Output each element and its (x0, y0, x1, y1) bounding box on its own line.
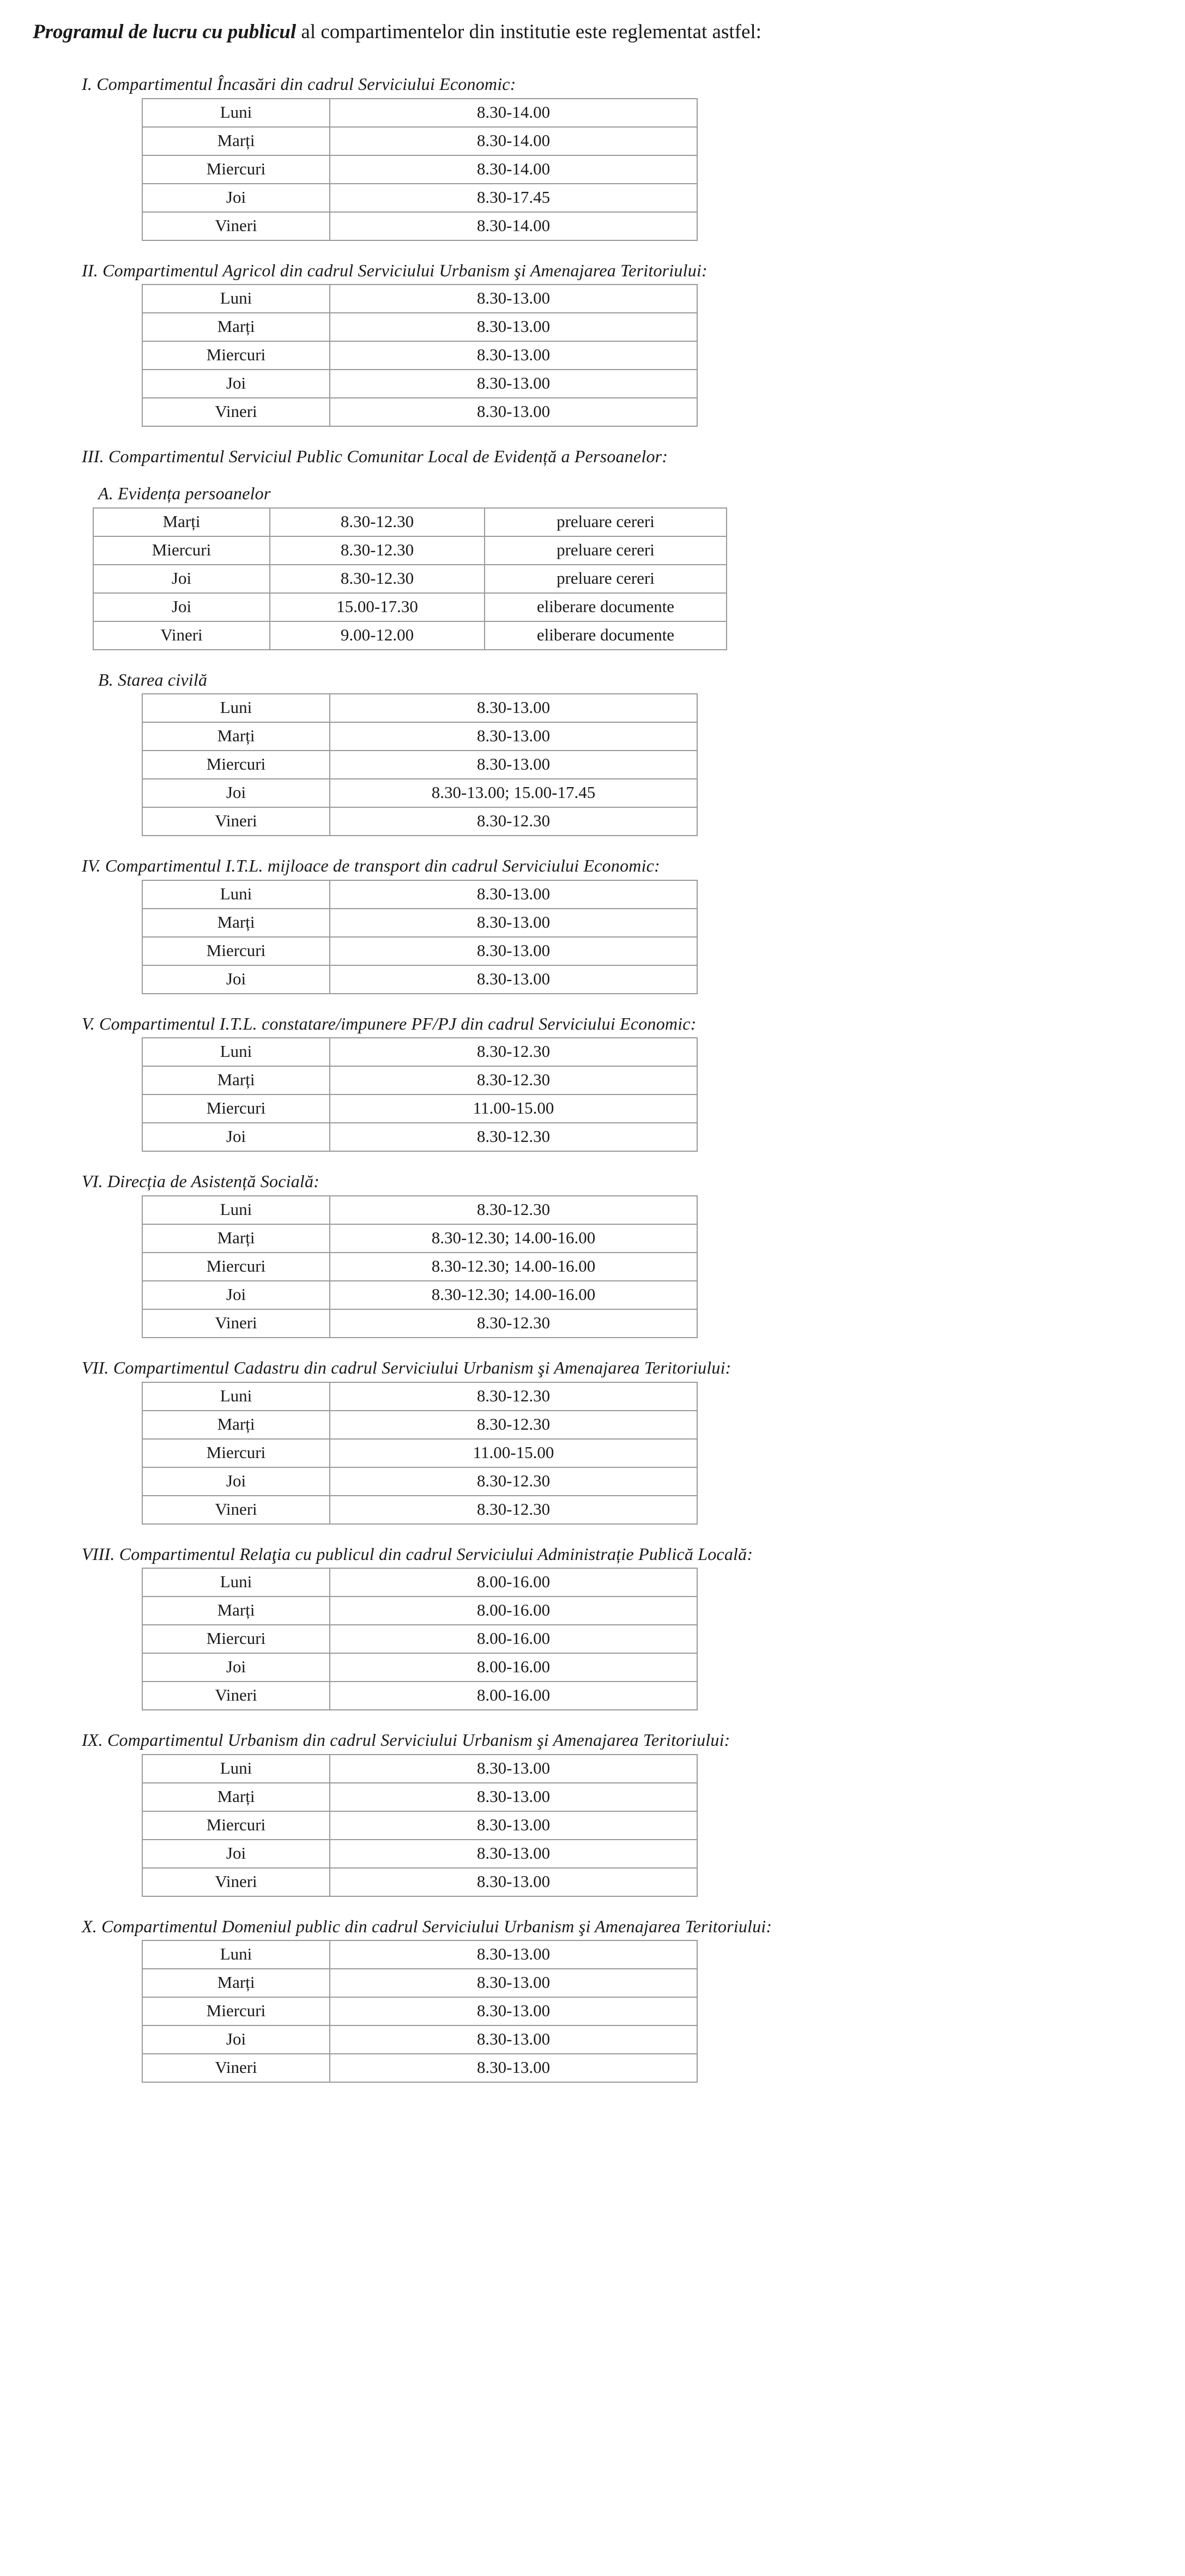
cell-day: Miercuri (142, 751, 330, 779)
table-row (142, 880, 697, 909)
section-heading: B. Starea civilă (98, 669, 208, 690)
schedule-table-wrap (33, 1754, 1152, 1897)
cell-hours: 8.30-12.30 (330, 1066, 697, 1095)
table-row (142, 1439, 697, 1467)
table-row (142, 779, 697, 807)
table-row (93, 565, 727, 593)
cell-day: Luni (142, 694, 330, 722)
section-agricol (33, 259, 1152, 427)
cell-day: Vineri (142, 1868, 330, 1896)
cell-day: Miercuri (93, 536, 270, 565)
schedule-table-wrap (33, 284, 1152, 427)
section-heading: II. Compartimentul Agricol din cadrul Serviciului Urbanism şi Amenajarea Teritoriului: (82, 260, 708, 280)
schedule-table (142, 284, 698, 427)
table-row (142, 1682, 697, 1710)
cell-day: Luni (142, 880, 330, 909)
table-row (142, 1597, 697, 1625)
cell-hours: 8.30-12.30 (330, 807, 697, 836)
cell-day: Luni (142, 1940, 330, 1969)
table-row (142, 1755, 697, 1783)
cell-note: preluare cereri (485, 565, 727, 593)
cell-hours: 8.30-17.45 (330, 184, 697, 212)
cell-day: Miercuri (142, 1811, 330, 1840)
cell-day: Vineri (142, 212, 330, 240)
cell-hours: 8.30-13.00 (330, 341, 697, 370)
cell-day: Vineri (142, 2054, 330, 2082)
cell-day: Luni (142, 1382, 330, 1411)
table-row (142, 1811, 697, 1840)
section-heading: III. Compartimentul Serviciul Public Comunitar Local de Evidență a Persoanelor: (82, 446, 668, 467)
cell-note: preluare cereri (485, 536, 727, 565)
cell-day: Vineri (142, 1496, 330, 1524)
cell-day: Vineri (142, 1682, 330, 1710)
table-row (142, 1309, 697, 1338)
table-row (142, 1653, 697, 1682)
schedule-table-wrap (33, 1382, 1152, 1525)
intro-rest: al compartimentelor din institutie este reglementat astfel: (296, 21, 761, 43)
table-row (142, 285, 697, 313)
schedule-table (142, 880, 698, 994)
cell-hours: 8.30-13.00 (330, 1868, 697, 1896)
cell-hours: 8.30-14.00 (330, 212, 697, 240)
schedule-table (142, 98, 698, 241)
cell-hours: 8.30-12.30 (330, 1038, 697, 1066)
section-relatia-cu-publicul (33, 1543, 1152, 1711)
cell-hours: 8.30-12.30 (330, 1309, 697, 1338)
schedule-table-wrap (33, 880, 1152, 994)
cell-day: Marți (142, 127, 330, 155)
table-row (142, 1224, 697, 1253)
cell-day: Miercuri (142, 1253, 330, 1281)
cell-hours: 8.30-13.00 (330, 1755, 697, 1783)
cell-day: Marți (142, 1783, 330, 1811)
section-heading: IX. Compartimentul Urbanism din cadrul Serviciului Urbanism şi Amenajarea Teritoriului: (82, 1730, 730, 1750)
table-row (142, 2054, 697, 2082)
section-itl-constatare-impunere (33, 1013, 1152, 1152)
cell-day: Miercuri (142, 1997, 330, 2025)
cell-day: Marți (142, 1224, 330, 1253)
intro-lead: Programul de lucru cu publicul (33, 21, 297, 43)
cell-day: Luni (142, 1196, 330, 1224)
table-row (142, 1196, 697, 1224)
section-urbanism (33, 1729, 1152, 1897)
cell-note: eliberare documente (485, 621, 727, 650)
cell-day: Vineri (93, 621, 270, 650)
table-row (142, 184, 697, 212)
cell-day: Joi (142, 184, 330, 212)
table-row (142, 1840, 697, 1868)
section-evidenta-persoanelor-title (33, 445, 1152, 468)
schedule-table-wrap (33, 1940, 1152, 2083)
cell-hours: 8.30-13.00 (330, 880, 697, 909)
cell-hours: 8.30-12.30 (330, 1496, 697, 1524)
table-row (142, 370, 697, 398)
cell-hours: 8.30-12.30 (330, 1196, 697, 1224)
cell-day: Marți (142, 1066, 330, 1095)
cell-hours: 8.30-14.00 (330, 127, 697, 155)
section-evidenta-persoanelor (33, 482, 1152, 650)
cell-hours: 8.30-12.30 (330, 1467, 697, 1496)
section-heading: X. Compartimentul Domeniul public din cadrul Serviciului Urbanism şi Amenajarea Teritoriului: (82, 1916, 772, 1936)
cell-day: Vineri (142, 1309, 330, 1338)
cell-day: Joi (142, 1840, 330, 1868)
cell-day: Marți (142, 1597, 330, 1625)
table-row (142, 212, 697, 240)
cell-hours: 8.30-13.00 (330, 937, 697, 965)
cell-hours: 15.00-17.30 (270, 593, 485, 621)
cell-hours: 8.00-16.00 (330, 1682, 697, 1710)
section-heading: IV. Compartimentul I.T.L. mijloace de transport din cadrul Serviciului Economic: (82, 856, 660, 876)
schedule-table-wrap (33, 1037, 1152, 1152)
table-row (142, 909, 697, 937)
table-row (142, 1467, 697, 1496)
cell-day: Joi (142, 1123, 330, 1151)
cell-hours: 8.30-13.00 (330, 965, 697, 994)
cell-day: Joi (142, 779, 330, 807)
cell-hours: 8.30-14.00 (330, 155, 697, 184)
cell-day: Joi (93, 593, 270, 621)
table-row (93, 593, 727, 621)
schedule-table-wrap (33, 693, 1152, 836)
table-row (142, 313, 697, 341)
cell-hours: 8.30-13.00 (330, 1811, 697, 1840)
section-heading: I. Compartimentul Încasări din cadrul Serviciului Economic: (82, 74, 516, 94)
table-row (93, 508, 727, 536)
cell-hours: 8.00-16.00 (330, 1568, 697, 1597)
cell-day: Marți (142, 313, 330, 341)
cell-hours: 8.30-12.30; 14.00-16.00 (330, 1253, 697, 1281)
cell-hours: 8.30-14.00 (330, 99, 697, 127)
cell-day: Miercuri (142, 341, 330, 370)
cell-day: Miercuri (142, 1439, 330, 1467)
cell-hours: 11.00-15.00 (330, 1095, 697, 1123)
table-row (142, 1038, 697, 1066)
cell-day: Joi (142, 1653, 330, 1682)
cell-note: eliberare documente (485, 593, 727, 621)
table-row (142, 965, 697, 994)
table-row (93, 536, 727, 565)
schedule-sections (33, 73, 1152, 2083)
cell-hours: 8.30-13.00 (330, 2025, 697, 2054)
cell-hours: 8.00-16.00 (330, 1653, 697, 1682)
table-row (142, 1868, 697, 1896)
cell-day: Vineri (142, 398, 330, 426)
section-heading: A. Evidența persoanelor (98, 483, 271, 504)
cell-hours: 8.30-13.00 (330, 1940, 697, 1969)
cell-hours: 8.30-12.30 (330, 1382, 697, 1411)
table-row (142, 1382, 697, 1411)
section-asistenta-sociala (33, 1170, 1152, 1338)
table-row (142, 99, 697, 127)
cell-hours: 8.30-13.00 (330, 1997, 697, 2025)
table-row (142, 937, 697, 965)
cell-day: Luni (142, 1568, 330, 1597)
cell-hours: 8.30-13.00 (330, 751, 697, 779)
intro-paragraph (33, 20, 1152, 45)
table-row (142, 1625, 697, 1653)
schedule-table-wrap (33, 1195, 1152, 1338)
section-cadastru (33, 1357, 1152, 1525)
cell-hours: 8.30-12.30 (330, 1411, 697, 1439)
section-itl-mijloace-transport (33, 855, 1152, 994)
table-row (142, 1568, 697, 1597)
section-starea-civila (33, 669, 1152, 837)
table-row (142, 1940, 697, 1969)
cell-day: Miercuri (142, 937, 330, 965)
cell-hours: 8.30-13.00; 15.00-17.45 (330, 779, 697, 807)
cell-hours: 8.00-16.00 (330, 1597, 697, 1625)
cell-hours: 8.30-13.00 (330, 285, 697, 313)
table-row (142, 1281, 697, 1309)
cell-hours: 8.30-12.30 (270, 565, 485, 593)
cell-hours: 8.30-12.30; 14.00-16.00 (330, 1224, 697, 1253)
schedule-table-wrap (33, 507, 1152, 650)
table-row (93, 621, 727, 650)
cell-day: Miercuri (142, 1095, 330, 1123)
schedule-table (142, 1195, 698, 1338)
table-row (142, 1123, 697, 1151)
cell-day: Miercuri (142, 1625, 330, 1653)
schedule-table (142, 1754, 698, 1897)
cell-day: Marți (142, 909, 330, 937)
table-row (142, 751, 697, 779)
schedule-table (142, 693, 698, 836)
cell-hours: 8.30-13.00 (330, 722, 697, 751)
cell-hours: 8.30-13.00 (330, 1783, 697, 1811)
cell-hours: 8.00-16.00 (330, 1625, 697, 1653)
table-row (142, 1253, 697, 1281)
cell-day: Marți (142, 722, 330, 751)
cell-hours: 8.30-13.00 (330, 2054, 697, 2082)
cell-day: Marți (142, 1969, 330, 1997)
cell-day: Luni (142, 1755, 330, 1783)
cell-hours: 8.30-13.00 (330, 313, 697, 341)
table-row (142, 807, 697, 836)
table-row (142, 127, 697, 155)
cell-day: Joi (142, 1281, 330, 1309)
cell-day: Marți (93, 508, 270, 536)
cell-day: Luni (142, 99, 330, 127)
table-row (142, 1783, 697, 1811)
section-incasari (33, 73, 1152, 241)
cell-hours: 8.30-13.00 (330, 909, 697, 937)
schedule-table (142, 1037, 698, 1152)
cell-day: Luni (142, 285, 330, 313)
cell-hours: 8.30-13.00 (330, 1969, 697, 1997)
schedule-table (142, 1568, 698, 1710)
cell-hours: 8.30-13.00 (330, 398, 697, 426)
section-heading: VII. Compartimentul Cadastru din cadrul Serviciului Urbanism şi Amenajarea Teritoriului: (82, 1358, 731, 1377)
table-row (142, 1066, 697, 1095)
table-row (142, 341, 697, 370)
table-row (142, 1496, 697, 1524)
table-row (142, 1411, 697, 1439)
table-row (142, 155, 697, 184)
cell-hours: 8.30-12.30; 14.00-16.00 (330, 1281, 697, 1309)
cell-day: Marți (142, 1411, 330, 1439)
section-heading: VIII. Compartimentul Relaţia cu publicul din cadrul Serviciului Administrație Publică Locală: (82, 1544, 753, 1564)
cell-day: Luni (142, 1038, 330, 1066)
cell-day: Joi (93, 565, 270, 593)
cell-hours: 8.30-13.00 (330, 694, 697, 722)
table-row (142, 694, 697, 722)
cell-hours: 8.30-12.30 (270, 508, 485, 536)
cell-day: Vineri (142, 807, 330, 836)
cell-hours: 8.30-12.30 (330, 1123, 697, 1151)
table-row (142, 2025, 697, 2054)
cell-hours: 9.00-12.00 (270, 621, 485, 650)
schedule-table (93, 507, 727, 650)
cell-day: Joi (142, 1467, 330, 1496)
table-row (142, 722, 697, 751)
schedule-table (142, 1940, 698, 2083)
section-heading: V. Compartimentul I.T.L. constatare/impunere PF/PJ din cadrul Serviciului Economic: (82, 1013, 697, 1033)
cell-day: Miercuri (142, 155, 330, 184)
table-row (142, 398, 697, 426)
cell-day: Joi (142, 2025, 330, 2054)
section-domeniul-public (33, 1915, 1152, 2083)
table-row (142, 1969, 697, 1997)
schedule-table (142, 1382, 698, 1525)
cell-hours: 8.30-13.00 (330, 370, 697, 398)
table-row (142, 1095, 697, 1123)
schedule-table-wrap (33, 1568, 1152, 1710)
schedule-table-wrap (33, 98, 1152, 241)
table-row (142, 1997, 697, 2025)
cell-hours: 11.00-15.00 (330, 1439, 697, 1467)
cell-hours: 8.30-13.00 (330, 1840, 697, 1868)
cell-day: Joi (142, 370, 330, 398)
cell-note: preluare cereri (485, 508, 727, 536)
cell-hours: 8.30-12.30 (270, 536, 485, 565)
cell-day: Joi (142, 965, 330, 994)
section-heading: VI. Direcția de Asistență Socială: (82, 1171, 320, 1192)
